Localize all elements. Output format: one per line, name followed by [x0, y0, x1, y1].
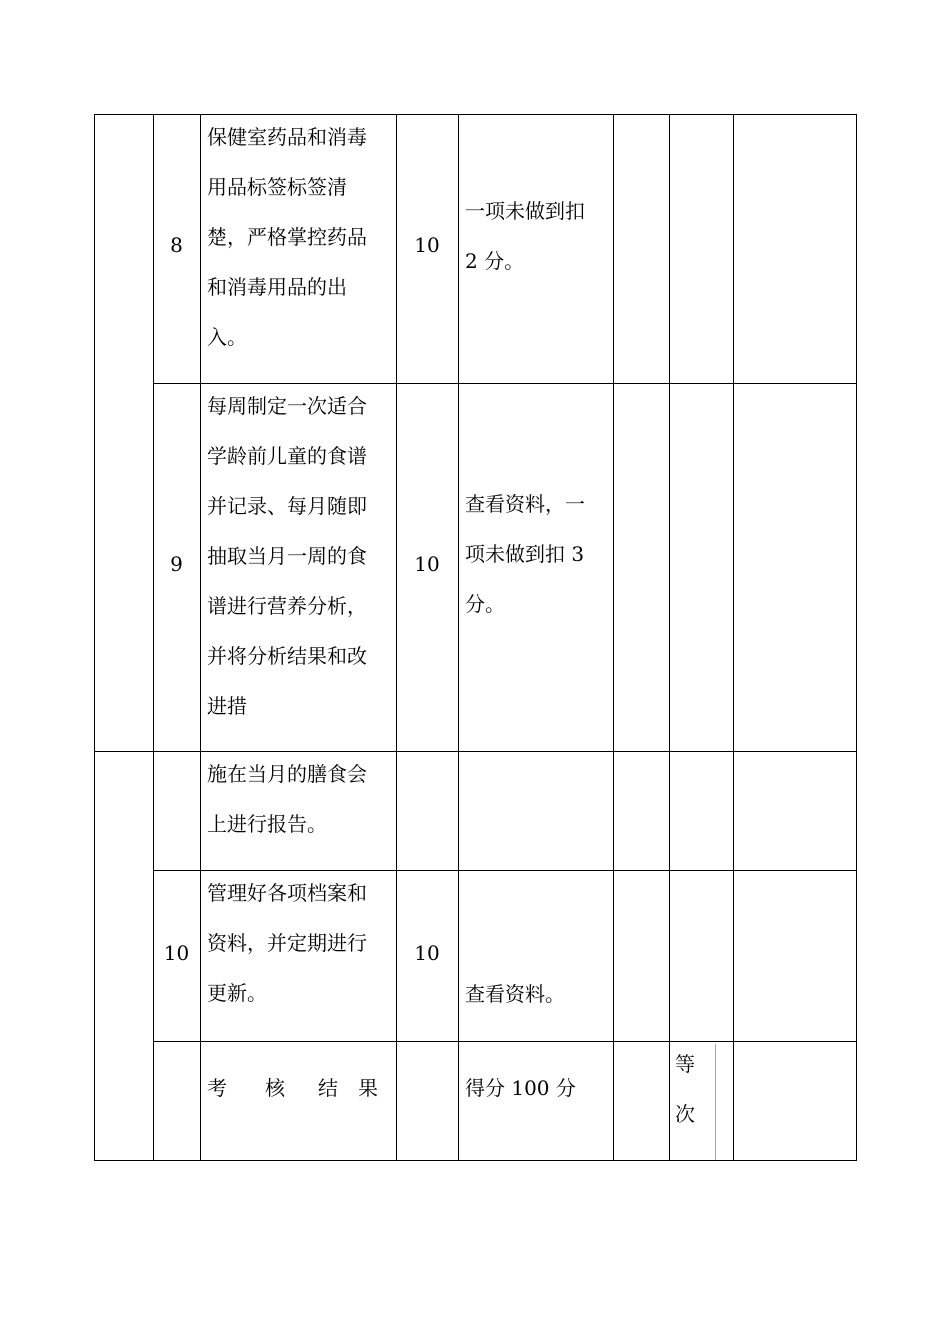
table-border-right — [856, 114, 857, 1161]
table-border-bottom — [94, 1160, 857, 1161]
column-divider — [613, 114, 614, 1161]
column-divider — [153, 114, 154, 1161]
item-content: 每周制定一次适合 学龄前儿童的食谱 并记录、每月随即 抽取当月一周的食 谱进行营养分析， 并将分析结果和改 进措 — [207, 394, 367, 718]
column-divider — [396, 114, 397, 1161]
item-score: 10 — [414, 941, 440, 965]
column-divider — [733, 114, 734, 1161]
column-divider — [669, 114, 670, 1161]
item-number: 9 — [170, 552, 183, 576]
table-border-left — [94, 114, 95, 1161]
item-score: 10 — [414, 233, 440, 257]
grade-label: 等 次 — [675, 1052, 695, 1126]
column-divider — [458, 114, 459, 1161]
item-score: 10 — [414, 552, 440, 576]
item-content: 保健室药品和消毒 用品标签标签清 楚，严格掌控药品 和消毒用品的出 入。 — [207, 125, 367, 349]
item-criteria: 一项未做到扣 2 分。 — [465, 199, 585, 273]
result-char: 果 — [358, 1076, 378, 1100]
result-char: 考 — [207, 1076, 227, 1100]
item-criteria: 查看资料。 — [465, 982, 565, 1006]
grade-inner-divider — [715, 1044, 716, 1160]
item-number: 10 — [163, 941, 190, 965]
item-content: 管理好各项档案和 资料，并定期进行 更新。 — [207, 881, 367, 1005]
result-char: 核 — [265, 1076, 285, 1100]
total-score: 得分 100 分 — [465, 1076, 576, 1100]
result-char: 结 — [318, 1076, 338, 1100]
item-number: 8 — [170, 233, 183, 257]
item-criteria: 查看资料，一 项未做到扣 3 分。 — [465, 492, 585, 616]
column-divider — [200, 114, 201, 1161]
item-content: 施在当月的膳食会 上进行报告。 — [207, 762, 367, 836]
row-divider — [153, 1041, 857, 1042]
